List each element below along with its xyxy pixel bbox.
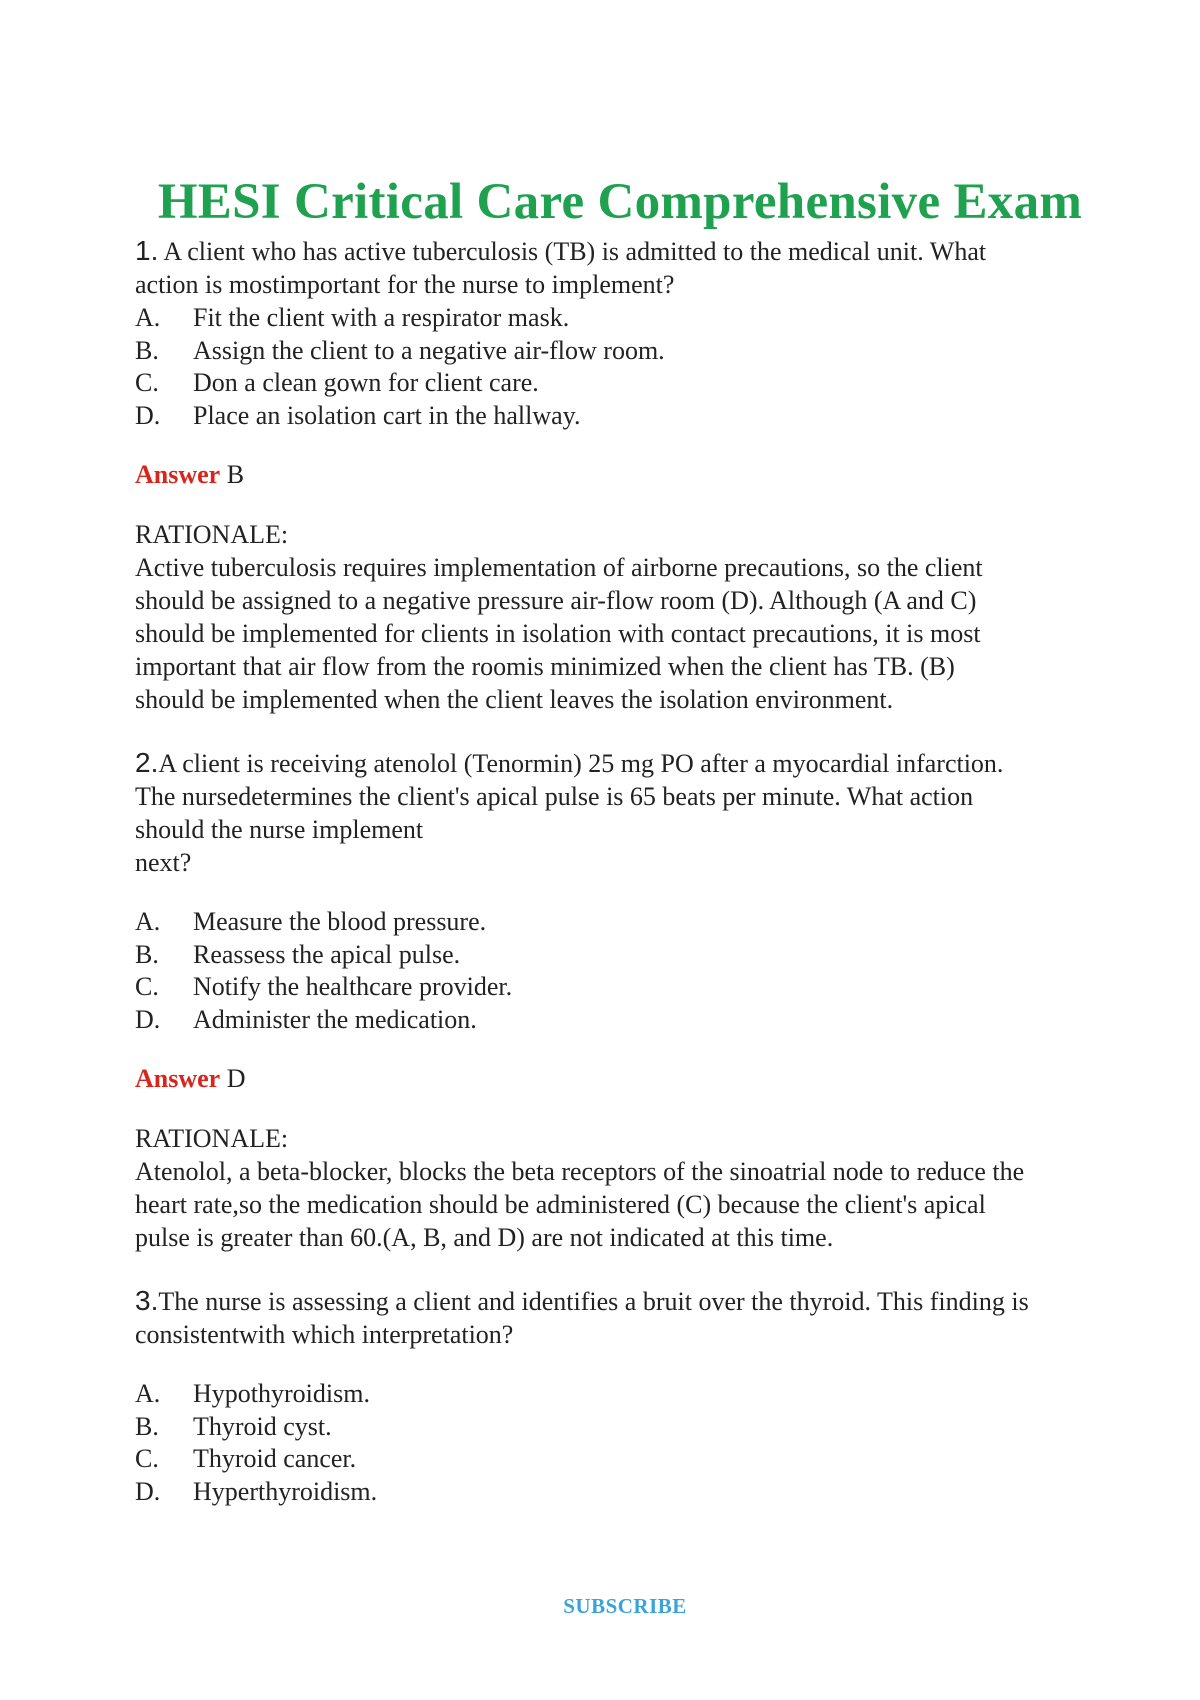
option-text: Fit the client with a respirator mask. bbox=[193, 303, 570, 332]
answer-value: B bbox=[220, 460, 245, 489]
option-letter: C. bbox=[135, 368, 159, 397]
question-number: 3. bbox=[135, 1285, 159, 1316]
question-number: 1. bbox=[135, 235, 159, 266]
answer-line bbox=[135, 458, 1115, 491]
option-text: Place an isolation cart in the hallway. bbox=[193, 400, 581, 430]
option-text: Thyroid cancer. bbox=[193, 1444, 357, 1473]
option-a bbox=[135, 1377, 1115, 1410]
option-text: Thyroid cyst. bbox=[193, 1411, 332, 1441]
question-1 bbox=[135, 234, 1115, 716]
question-text bbox=[135, 234, 1115, 301]
question-2 bbox=[135, 746, 1115, 1254]
option-text: Hypothyroidism. bbox=[193, 1379, 370, 1408]
option-text: Administer the medication. bbox=[193, 1004, 477, 1034]
options-list bbox=[135, 1377, 1115, 1507]
option-b bbox=[135, 1410, 1115, 1443]
option-letter: A. bbox=[135, 1379, 161, 1408]
option-letter: C. bbox=[135, 1444, 159, 1473]
question-3 bbox=[135, 1284, 1115, 1507]
option-letter: D. bbox=[135, 1004, 161, 1034]
option-letter: A. bbox=[135, 907, 161, 936]
option-b bbox=[135, 938, 1115, 971]
question-stem: A client is receiving atenolol (Tenormin) 25 mg PO after a myocardial infarction. The nursedetermines the client's apical pulse is 65 beats per minute. What action should the nurse implement next? bbox=[135, 749, 1004, 877]
option-c bbox=[135, 366, 1115, 399]
answer-label: Answer bbox=[135, 460, 221, 489]
option-a bbox=[135, 301, 1115, 334]
option-text: Assign the client to a negative air-flow room. bbox=[193, 335, 665, 365]
question-stem: The nurse is assessing a client and identifies a bruit over the thyroid. This finding is consistentwith which interpretation? bbox=[135, 1287, 1029, 1349]
answer-value: D bbox=[220, 1064, 246, 1093]
option-text: Hyperthyroidism. bbox=[193, 1476, 378, 1506]
option-letter: B. bbox=[135, 1411, 159, 1441]
subscribe-link[interactable]: SUBSCRIBE bbox=[563, 1594, 687, 1618]
option-letter: B. bbox=[135, 335, 159, 365]
question-text bbox=[135, 1284, 1115, 1351]
options-list bbox=[135, 905, 1115, 1035]
rationale-heading: RATIONALE: bbox=[135, 520, 289, 549]
option-letter: D. bbox=[135, 400, 161, 430]
option-d bbox=[135, 399, 1115, 432]
option-c bbox=[135, 1442, 1115, 1475]
question-stem: A client who has active tuberculosis (TB) is admitted to the medical unit. What action is mostimportant for the nurse to implement? bbox=[135, 237, 987, 299]
option-d bbox=[135, 1475, 1115, 1508]
document-title: HESI Critical Care Comprehensive Exam bbox=[157, 174, 1083, 231]
rationale-heading: RATIONALE: bbox=[135, 1124, 289, 1153]
question-text bbox=[135, 746, 1115, 879]
option-b bbox=[135, 334, 1115, 367]
option-text: Notify the healthcare provider. bbox=[193, 972, 513, 1001]
answer-line bbox=[135, 1062, 1115, 1095]
rationale-text: Active tuberculosis requires implementation of airborne precautions, so the client should be assigned to a negative pressure air-flow room (D). Although (A and C) should be implemented for clients in isolation with contact precautions, it is most important that air flow from the roomis minimized when the client has TB. (B) should be implemented when the client leaves the isolation environment. bbox=[135, 553, 983, 714]
option-text: Don a clean gown for client care. bbox=[193, 368, 539, 397]
option-text: Measure the blood pressure. bbox=[193, 907, 487, 936]
option-text: Reassess the apical pulse. bbox=[193, 939, 461, 969]
answer-label: Answer bbox=[135, 1064, 221, 1093]
option-letter: D. bbox=[135, 1476, 161, 1506]
option-d bbox=[135, 1003, 1115, 1036]
option-letter: C. bbox=[135, 972, 159, 1001]
question-number: 2. bbox=[135, 747, 159, 778]
option-c bbox=[135, 970, 1115, 1003]
rationale-text: Atenolol, a beta-blocker, blocks the beta receptors of the sinoatrial node to reduce the heart rate,so the medication should be administered (C) because the client's apical pulse is greater than 60.(A, B, and D) are not indicated at this time. bbox=[135, 1157, 1025, 1252]
option-a bbox=[135, 905, 1115, 938]
document-content bbox=[135, 234, 1115, 1507]
option-letter: B. bbox=[135, 939, 159, 969]
option-letter: A. bbox=[135, 303, 161, 332]
options-list bbox=[135, 301, 1115, 431]
